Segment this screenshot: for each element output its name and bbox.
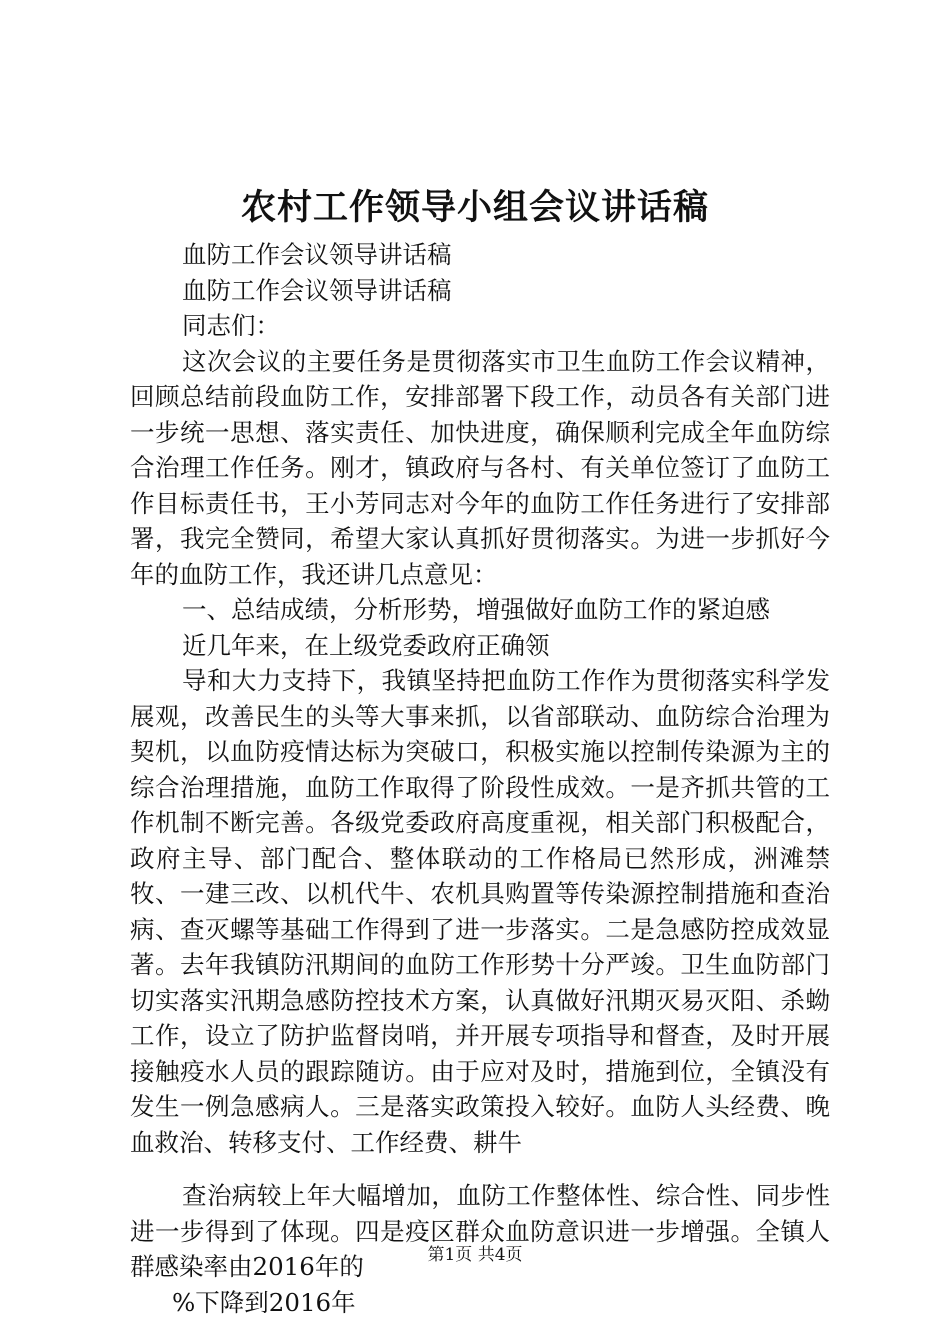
document-title: 农村工作领导小组会议讲话稿 xyxy=(240,187,709,228)
paragraph-2-continued: 导和大力支持下，我镇坚持把血防工作作为贯彻落实科学发展观，改善民生的头等大事来抓，以省部联动、血防综合治理为契机，以血防疫情达标为突破口，积极实施以控制传染源为主的综合治理措施，血防工作取得了阶段性成效。一是齐抓共管的工作机制不断完善。各级党委政府高度重视，相关部门积极配合，政府主导、部门配合、整体联动的工作格局已然形成，洲滩禁牧、一建三改、以机代牛、农机具购置等传染源控制措施和查治病、查灭螺等基础工作得到了进一步落实。二是急感防控成效显著。去年我镇防汛期间的血防工作形势十分严竣。卫生血防部门切实落实汛期急感防控技术方案，认真做好汛期灭易灭阳、杀蚴工作，设立了防护监督岗哨，并开展专项指导和督查，及时开展接触疫水人员的跟踪随访。由于应对及时，措施到位，全镇没有发生一例急感病人。三是落实政策投入较好。血防人头经费、晚血救治、转移支付、工作经费、耕牛 xyxy=(130,666,830,1157)
subtitle-line-1: 血防工作会议领导讲话稿 xyxy=(182,240,452,269)
paragraph-1: 这次会议的主要任务是贯彻落实市卫生血防工作会议精神，回顾总结前段血防工作，安排部署下段工作，动员各有关部门进一步统一思想、落实责任、加快进度，确保顺利完成全年血防综合治理工作任务。刚才，镇政府与各村、有关单位签订了血防工作目标责任书，王小芳同志对今年的血防工作任务进行了安排部署，我完全赞同，希望大家认真抓好贯彻落实。为进一步抓好今年的血防工作，我还讲几点意见： xyxy=(130,346,830,589)
document-body xyxy=(130,237,830,1320)
page-footer: 第1页 共4页 xyxy=(427,1245,523,1265)
paragraph-3: 查治病较上年大幅增加，血防工作整体性、综合性、同步性进一步得到了体现。四是疫区群众血防意识进一步增强。全镇人群感染率由2016年的 xyxy=(130,1181,830,1281)
paragraph-2-start: 近几年来，在上级党委政府正确领 xyxy=(182,630,550,660)
subtitle-line-2: 血防工作会议领导讲话稿 xyxy=(182,275,452,305)
salutation: 同志们： xyxy=(182,311,280,340)
paragraph-gap xyxy=(130,1160,830,1178)
paragraph-4: %下降到2016年 xyxy=(172,1287,356,1317)
section-heading-1: 一、总结成绩，分析形势，增强做好血防工作的紧迫感 xyxy=(182,595,770,624)
